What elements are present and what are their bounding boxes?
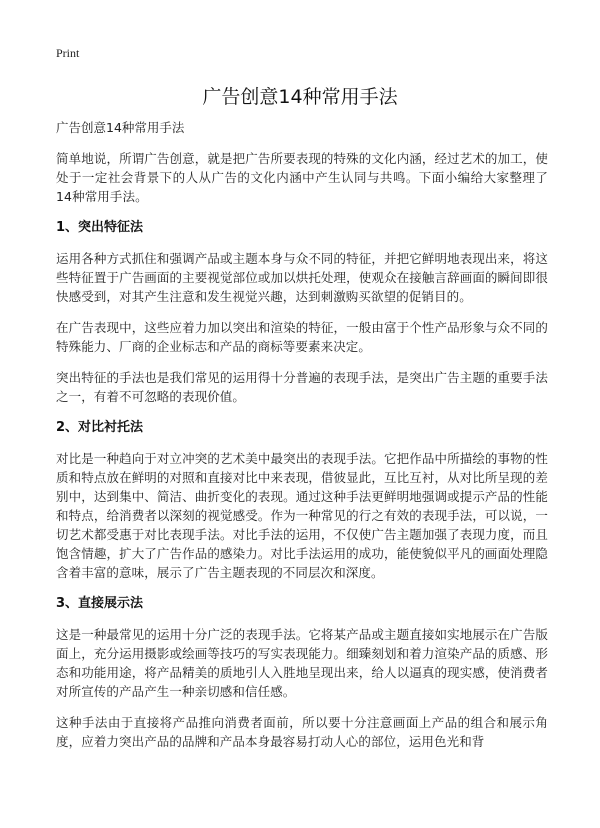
section-heading-2: 2、对比衬托法 [56, 420, 144, 435]
intro-paragraph: 简单地说，所谓广告创意，就是把广告所要表现的特殊的文化内涵，经过艺术的加工，使处于一定社会背景下的人从广告的文化内涵中产生认同与共鸣。下面小编给大家整理了14种常用手法。 [56, 151, 548, 204]
section-heading-1: 1、突出特征法 [56, 220, 144, 235]
section-3-paragraph-1: 这是一种最常见的运用十分广泛的表现手法。它将某产品或主题直接如实地展示在广告版面上，充分运用摄影或绘画等技巧的写实表现能力。细臻刻划和着力渲染产品的质感、形态和功能用途，将产品精美的质地引人入胜地呈现出来，给人以逼真的现实感，使消费者对所宣传的产品产生一种亲切感和信任感。 [56, 627, 548, 699]
page-title: 广告创意14种常用手法 [202, 86, 398, 108]
section-heading-3: 3、直接展示法 [56, 596, 144, 611]
article-body [56, 118, 548, 763]
section-1-paragraph-3: 突出特征的手法也是我们常见的运用得十分普遍的表现手法，是突出广告主题的重要手法之一，有着不可忽略的表现价值。 [56, 370, 548, 404]
section-3-paragraph-2: 这种手法由于直接将产品推向消费者面前，所以要十分注意画面上产品的组合和展示角度，应着力突出产品的品牌和产品本身最容易打动人心的部位，运用色光和背 [56, 715, 548, 749]
print-link[interactable]: Print [56, 46, 80, 60]
section-1-paragraph-1: 运用各种方式抓住和强调产品或主题本身与众不同的特征，并把它鲜明地表现出来，将这些特征置于广告画面的主要视觉部位或加以烘托处理，使观众在接触言辞画面的瞬间即很快感受到，对其产生注意和发生视觉兴趣，达到刺激购买欲望的促销目的。 [56, 251, 548, 304]
article-subtitle: 广告创意14种常用手法 [56, 120, 185, 135]
section-2-paragraph-1: 对比是一种趋向于对立冲突的艺术美中最突出的表现手法。它把作品中所描绘的事物的性质和特点放在鲜明的对照和直接对比中来表现，借彼显此，互比互衬，从对比所呈现的差别中，达到集中、简洁、曲折变化的表现。通过这种手法更鲜明地强调或提示产品的性能和特点，给消费者以深刻的视觉感受。作为一种常见的行之有效的表现手法，可以说，一切艺术都受惠于对比表现手法。对比手法的运用，不仅使广告主题加强了表现力度，而且饱含情趣，扩大了广告作品的感染力。对比手法运用的成功，能使貌似平凡的画面处理隐含着丰富的意味，展示了广告主题表现的不同层次和深度。 [56, 451, 548, 580]
section-1-paragraph-2: 在广告表现中，这些应着力加以突出和渲染的特征，一般由富于个性产品形象与众不同的特殊能力、厂商的企业标志和产品的商标等要素来决定。 [56, 320, 548, 354]
